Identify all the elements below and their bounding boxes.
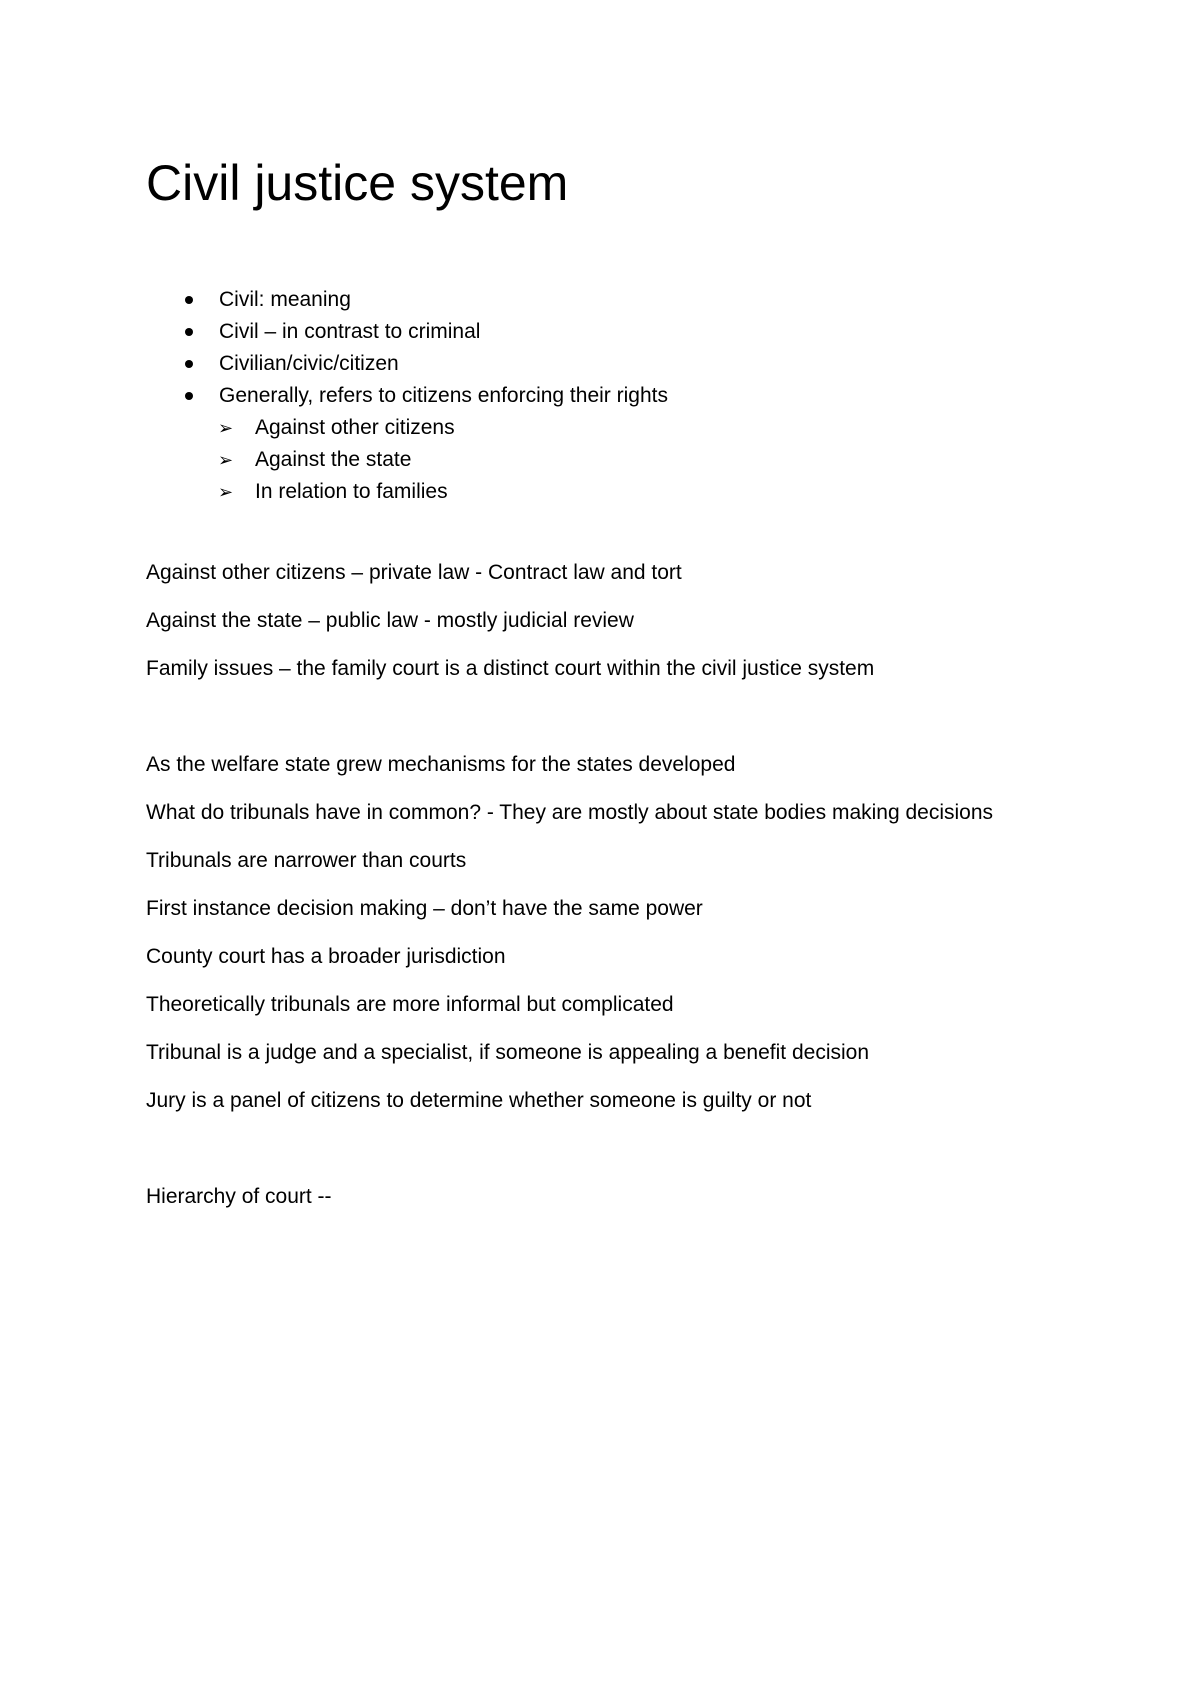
paragraph: County court has a broader jurisdiction	[146, 945, 506, 968]
list-item	[146, 284, 668, 316]
paragraph: First instance decision making – don’t have the same power	[146, 897, 703, 920]
paragraph: Against other citizens – private law - Contract law and tort	[146, 561, 682, 584]
list-item	[146, 380, 668, 412]
paragraph: Jury is a panel of citizens to determine whether someone is guilty or not	[146, 1089, 812, 1112]
paragraph: As the welfare state grew mechanisms for the states developed	[146, 753, 736, 776]
paragraph: Against the state – public law - mostly judicial review	[146, 609, 634, 632]
list-item	[146, 316, 668, 348]
paragraph: Tribunal is a judge and a specialist, if someone is appealing a benefit decision	[146, 1041, 870, 1064]
arrow-bullet-icon: ➢	[218, 450, 234, 470]
list-item-text: Civil: meaning	[219, 288, 351, 311]
bullet-dot-icon	[185, 360, 193, 368]
arrow-bullet-icon: ➢	[218, 418, 234, 438]
sub-list-item	[146, 412, 668, 444]
paragraph: Theoretically tribunals are more informal but complicated	[146, 993, 674, 1016]
paragraph: Family issues – the family court is a distinct court within the civil justice system	[146, 657, 875, 680]
list-item	[146, 348, 668, 380]
paragraph: What do tribunals have in common? - They are mostly about state bodies making decisions	[146, 801, 994, 824]
list-item-text: Generally, refers to citizens enforcing their rights	[219, 384, 668, 407]
list-item-text: Civil – in contrast to criminal	[219, 320, 481, 343]
bullet-dot-icon	[185, 296, 193, 304]
bullet-dot-icon	[185, 392, 193, 400]
paragraph: Tribunals are narrower than courts	[146, 849, 467, 872]
paragraph: Hierarchy of court --	[146, 1185, 332, 1208]
list-item-text: Civilian/civic/citizen	[219, 352, 399, 375]
sub-list-item	[146, 444, 668, 476]
arrow-bullet-icon: ➢	[218, 482, 234, 502]
bullet-list	[146, 284, 668, 508]
sub-list-item-text: Against other citizens	[255, 416, 455, 439]
document-title: Civil justice system	[146, 155, 569, 211]
sub-list-item	[146, 476, 668, 508]
bullet-dot-icon	[185, 328, 193, 336]
sub-list-item-text: Against the state	[255, 448, 412, 471]
sub-list-item-text: In relation to families	[255, 480, 448, 503]
